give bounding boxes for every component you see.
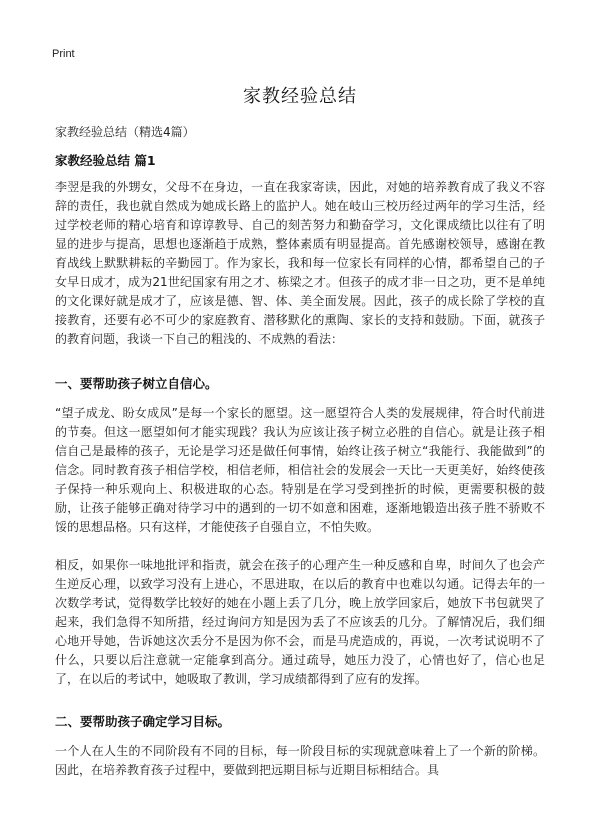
paragraph-counterexample: 相反，如果你一味地批评和指责，就会在孩子的心理产生一种反感和自卑，时间久了也会产生逆反心理，以致学习没有上进心，不思进取，在以后的教育中也难以勾通。记得去年的一次数学考试，觉得数学比较好的她在小题上丢了几分，晚上放学回家后，她放下书包就哭了起来，我们急得不知所措，经过询问方知是因为丢了不应该丢的几分。了解情况后，我们细心地开导她，告诉她这次丢分不是因为你不会，而是马虎造成的，再说，一次考试说明不了什么，只要以后注意就一定能拿到高分。通过疏导，她压力没了，心情也好了，信心也足了，在以后的考试中，她吸取了教训，学习成绩都得到了应有的发挥。 [55, 558, 545, 686]
article-heading: 家教经验总结 篇1 [55, 153, 156, 168]
document-title: 家教经验总结 [243, 86, 357, 107]
print-label: Print [52, 48, 75, 60]
paragraph-goals: 一个人在人生的不同阶段有不同的目标，每一阶段目标的实现就意味着上了一个新的阶梯。因此，在培养教育孩子过程中，要做到把远期目标与近期目标相结合。具 [55, 744, 545, 777]
section-heading-1: 一、要帮助孩子树立自信心。 [55, 376, 218, 391]
paragraph-confidence: “望子成龙、盼女成凤”是每一个家长的愿望。这一愿望符合人类的发展规律，符合时代前进的节奏。但这一愿望如何才能实现践？我认为应该让孩子树立必胜的自信心。就是让孩子相信自己是最棒的孩子，无论是学习还是做任何事情，始终让孩子树立“我能行、我能做到”的信念。同时教育孩子相信学校，相信老师，相信社会的发展会一天比一天更美好，始终使孩子保持一种乐观向上、积极进取的心态。特别是在学习受到挫折的时候，更需要积极的鼓励，让孩子能够正确对待学习中的遇到的一切不如意和困难，逐渐地锻造出孩子胜不骄败不馁的思想品格。只有这样，才能使孩子自强自立，不怕失败。 [55, 406, 545, 534]
document-subtitle: 家教经验总结（精选4篇） [55, 125, 195, 139]
section-heading-2: 二、要帮助孩子确定学习目标。 [55, 714, 231, 729]
paragraph-intro: 李翌是我的外甥女，父母不在身边，一直在我家寄读，因此，对她的培养教育成了我义不容辞的责任，我也就自然成为她成长路上的监护人。她在岐山三校历经过两年的学习生活，经过学校老师的精心培育和谆谆教导、自己的刻苦努力和勤奋学习，文化课成绩比以往有了明显的进步与提高，思想也逐渐趋于成熟，整体素质有明显提高。首先感谢校领导，感谢在教育战线上默默耕耘的辛勤园丁。作为家长，我和每一位家长有同样的心情，都希望自己的子女早日成才，成为21世纪国家有用之才、栋梁之才。但孩子的成才非一日之功，更不是单纯的文化课好就是成才了，应该是德、智、体、美全面发展。因此，孩子的成长除了学校的直接教育，还要有必不可少的家庭教育、潜移默化的熏陶、家长的支持和鼓励。下面，就孩子的教育问题，我谈一下自己的粗浅的、不成熟的看法： [55, 180, 545, 346]
